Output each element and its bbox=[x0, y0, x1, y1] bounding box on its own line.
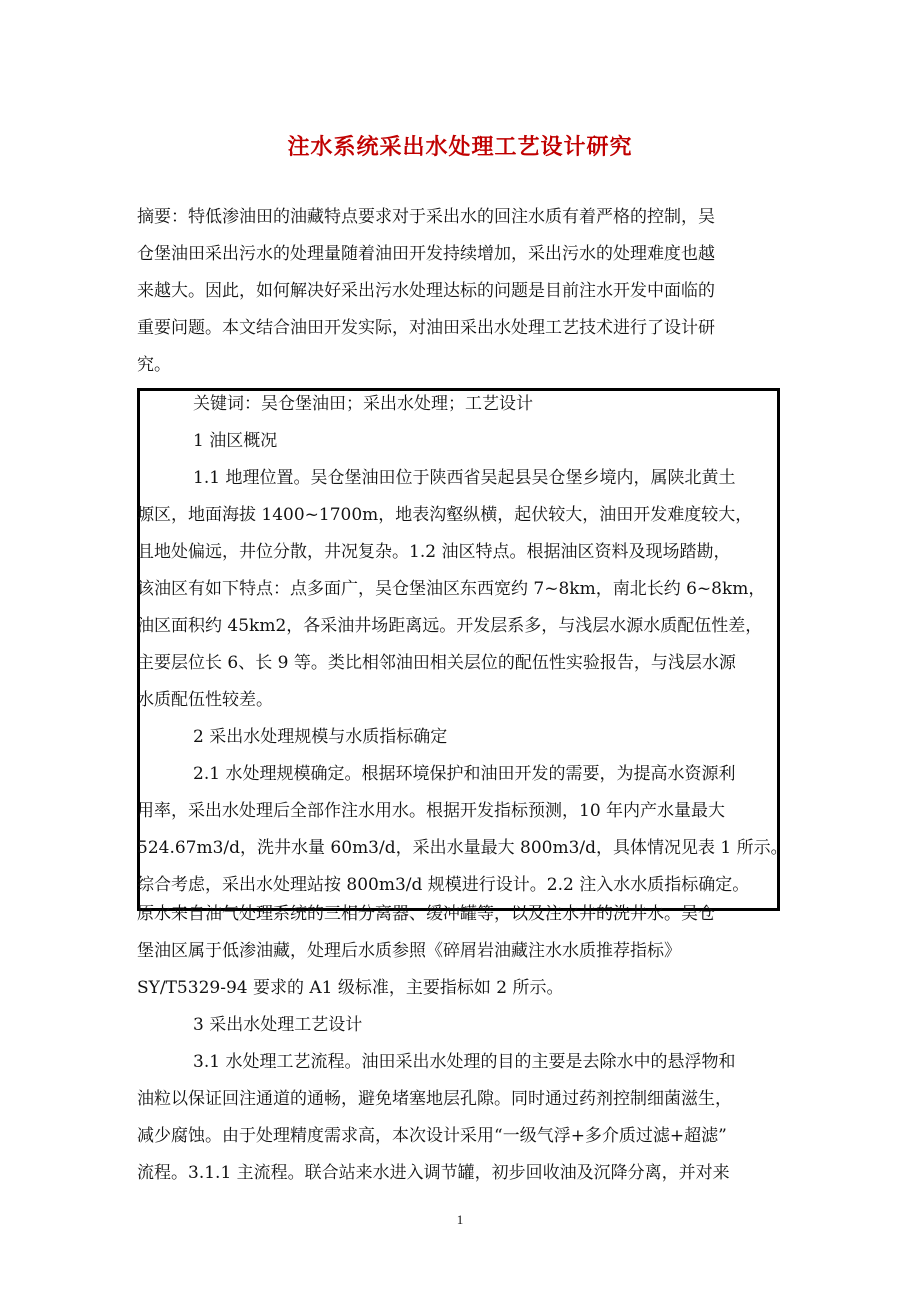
paragraph-line: 用率，采出水处理后全部作注水用水。根据开发指标预测，10 年内产水量最大 bbox=[137, 801, 726, 821]
paragraph-line: 主要层位长 6、长 9 等。类比相邻油田相关层位的配伍性实验报告，与浅层水源 bbox=[137, 653, 736, 673]
paragraph-line: 2.1 水处理规模确定。根据环境保护和油田开发的需要，为提高水资源利 bbox=[193, 764, 736, 784]
paragraph-line: 油粒以保证回注通道的通畅，避免堵塞地层孔隙。同时通过药剂控制细菌滋生， bbox=[137, 1089, 732, 1109]
paragraph-line: 且地处偏远，井位分散，井况复杂。1.2 油区特点。根据油区资料及现场踏勘， bbox=[137, 542, 731, 562]
paragraph-line: 该油区有如下特点：点多面广，吴仓堡油区东西宽约 7~8km，南北长约 6~8km， bbox=[137, 579, 766, 599]
paragraph-line: 1.1 地理位置。吴仓堡油田位于陕西省吴起县吴仓堡乡境内，属陕北黄土 bbox=[193, 468, 736, 488]
paragraph-line: 原水来自油气处理系统的三相分离器、缓冲罐等，以及注水井的洗井水。吴仓 bbox=[137, 904, 715, 924]
abstract-line: 重要问题。本文结合油田开发实际，对油田采出水处理工艺技术进行了设计研 bbox=[137, 318, 715, 338]
paragraph-line: 堡油区属于低渗油藏，处理后水质参照《碎屑岩油藏注水水质推荐指标》 bbox=[137, 941, 681, 961]
section-heading: 1 油区概况 bbox=[193, 431, 278, 451]
paragraph-line: 流程。3.1.1 主流程。联合站来水进入调节罐，初步回收油及沉降分离，并对来 bbox=[137, 1163, 730, 1183]
paragraph-line: SY/T5329-94 要求的 A1 级标准，主要指标如 2 所示。 bbox=[137, 978, 564, 998]
abstract-line: 来越大。因此，如何解决好采出污水处理达标的问题是目前注水开发中面临的 bbox=[137, 281, 715, 301]
abstract-line: 摘要：特低渗油田的油藏特点要求对于采出水的回注水质有着严格的控制，吴 bbox=[137, 207, 715, 227]
document-title: 注水系统采出水处理工艺设计研究 bbox=[287, 135, 633, 160]
abstract-line: 究。 bbox=[137, 355, 171, 375]
paragraph-line: 减少腐蚀。由于处理精度需求高，本次设计采用“一级气浮+多介质过滤+超滤” bbox=[137, 1126, 727, 1146]
paragraph-line: 524.67m3/d，洗井水量 60m3/d，采出水量最大 800m3/d，具体情况见表 1 所示。 bbox=[137, 838, 788, 858]
abstract-line: 仓堡油田采出污水的处理量随着油田开发持续增加，采出污水的处理难度也越 bbox=[137, 244, 715, 264]
paragraph-line: 3.1 水处理工艺流程。油田采出水处理的目的主要是去除水中的悬浮物和 bbox=[193, 1052, 736, 1072]
section-heading: 3 采出水处理工艺设计 bbox=[193, 1015, 363, 1035]
keywords-line: 关键词：吴仓堡油田；采出水处理；工艺设计 bbox=[193, 394, 533, 414]
paragraph-line: 塬区，地面海拔 1400~1700m，地表沟壑纵横，起伏较大，油田开发难度较大， bbox=[137, 505, 753, 525]
paragraph-line: 油区面积约 45km2，各采油井场距离远。开发层系多，与浅层水源水质配伍性差， bbox=[137, 616, 763, 636]
paragraph-line: 水质配伍性较差。 bbox=[137, 690, 273, 710]
section-heading: 2 采出水处理规模与水质指标确定 bbox=[193, 727, 448, 747]
highlight-frame bbox=[137, 388, 780, 911]
page-number: 1 bbox=[456, 1212, 464, 1227]
paragraph-line: 综合考虑，采出水处理站按 800m3/d 规模进行设计。2.2 注入水水质指标确定。 bbox=[137, 875, 750, 895]
